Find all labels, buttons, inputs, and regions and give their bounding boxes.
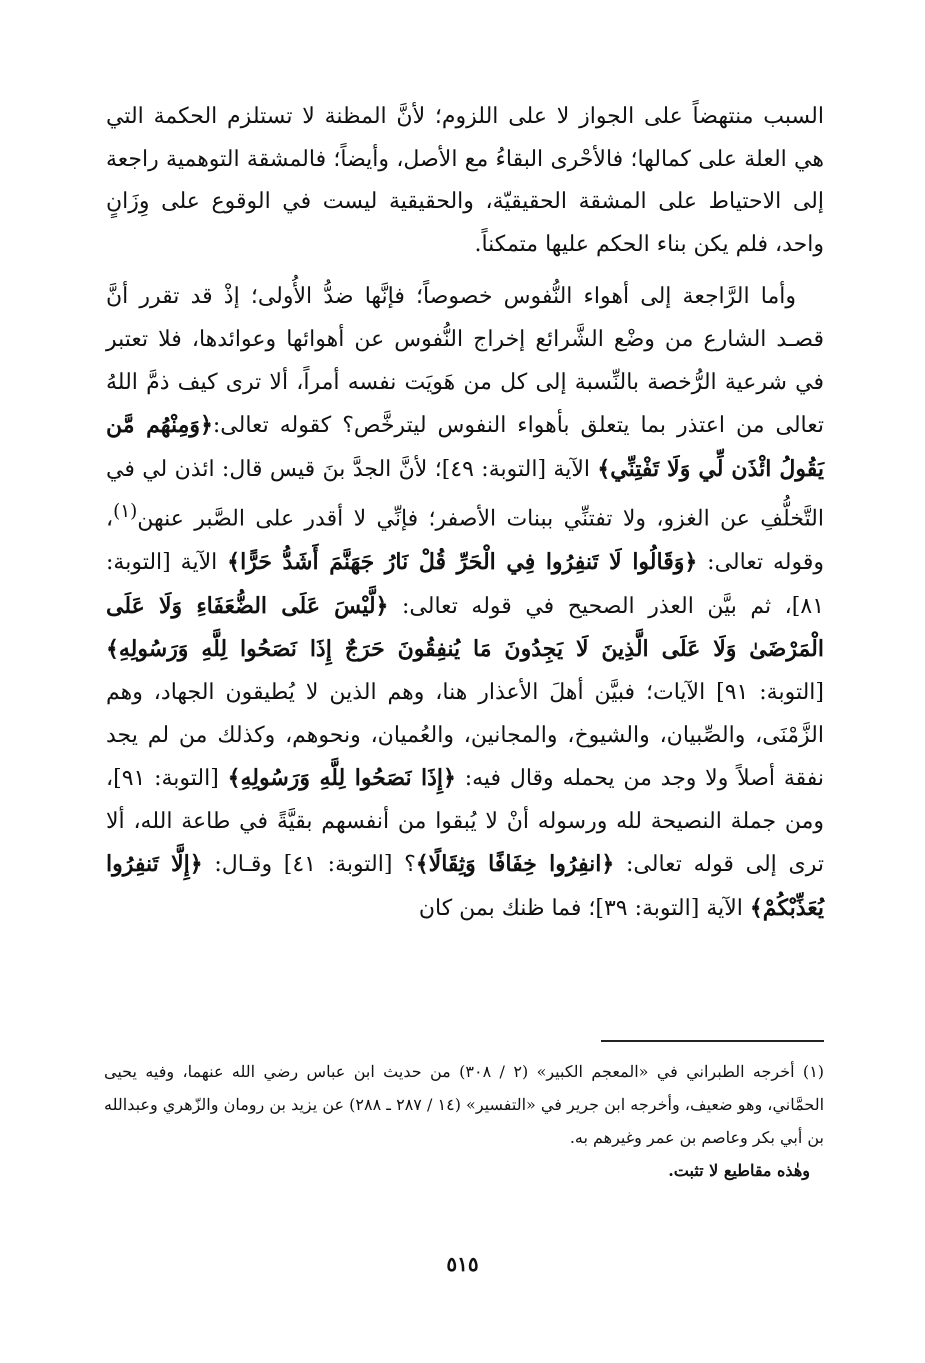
paragraph-2-text-e: [التوبة: ٩١] الآيات؛ فبيَّن أهلَ الأعذار هنا، وهم الذين لا يُطيقون الجهاد، وهم الزَّمْنَى، والصِّبيان، والشيوخ، والمجانين، والعُميان، ونحوهم، وكذلك من لم يجد نفقة أصلاً ولا وجد من يحمله وقال فيه: [106, 680, 824, 792]
quran-verse-2: ﴿وَقَالُوا لَا تَنفِرُوا فِي الْحَرِّ قُلْ نَارُ جَهَنَّمَ أَشَدُّ حَرًّا﴾ [227, 549, 698, 576]
footnote-1: (١) أخرجه الطبراني في «المعجم الكبير» (٢ / ٣٠٨) من حديث ابن عباس رضي الله عنهما، وفيه يحيى الحمَّاني، وهو ضعيف، وأخرجه ابن جرير في «التفسير» (١٤ / ٢٨٧ ـ ٢٨٨) عن يزيد بن رومان والزّهري وعبدالله بن أبي بكر وعاصم بن عمر وغيرهم به. [104, 1062, 825, 1147]
paragraph-2-text-f: [التوبة: ٩١]، ومن جملة النصيحة لله ورسوله أنْ لا يُبقوا من أنفسهم بقيَّةً في طاعة الله، ألا ترى إلى قوله تعالى: [106, 766, 824, 878]
paragraph-2-text-d: الآية [التوبة: ٨١]، ثم بيَّن العذر الصحيح في قوله تعالى: [106, 550, 825, 619]
footnote-reference-1[interactable]: (١) [113, 501, 138, 523]
paragraph-2-text-h: الآية [التوبة: ٣٩]؛ فما ظنك بمن كان [418, 896, 750, 922]
paragraph-2-text-b: الآية [التوبة: ٤٩]؛ لأنَّ الجدَّ بنَ قيس قال: ائذن لي في التَّخلُّفِ عن الغزو، ولا تفتنِّي ببنات الأصفر؛ فإنِّي لا أقدر على الصَّبر عنهن [106, 456, 824, 532]
quran-verse-4: ﴿إِذَا نَصَحُوا لِلَّهِ وَرَسُولِهِ﴾ [227, 765, 456, 792]
footnote-separator [601, 1040, 824, 1042]
paragraph-1-text: السبب منتهضاً على الجواز لا على اللزوم؛ لأنَّ المظنة لا تستلزم الحكمة التي هي العلة على كمالها؛ فالأحْرى البقاءُ مع الأصل، وأيضاً؛ فالمشقة التوهمية راجعة إلى الاحتياط على المشقة الحقيقيّة، والحقيقية ليست في الوقوع على وِزَانٍ واحد، فلم يكن بناء الحكم عليها متمكناً. [106, 104, 824, 257]
paragraph-2 [106, 276, 824, 930]
paragraph-2-text-g: ؟ [التوبة: ٤١] وقـال: [202, 852, 416, 878]
paragraph-2-text-a: وأما الرَّاجعة إلى أهواء النُّفوس خصوصاً؛ فإنَّها ضدُّ الأُولى؛ إذْ قد تقرر أنَّ قصـد الشارع من وضْع الشَّرائع إخراج النُّفوس عن أهوائها وعوائدها، فلا تعتبر في شرعية الرُّخصة بالنِّسبة إلى كل من هَويَت نفسه أمراً، ألا ترى كيف ذمَّ اللهُ تعالى من اعتذر بما يتعلق بأهواء النفوس ليترخَّص؟ كقوله تعالى: [106, 284, 824, 439]
footnote-1-remark: وهٰذه مقاطيع لا تثبت. [668, 1161, 810, 1180]
quran-verse-6: ﴿إِلَّا تَنفِرُوا يُعَذِّبْكُمْ﴾ [106, 851, 824, 922]
main-text [106, 96, 824, 931]
quran-verse-5: ﴿انفِرُوا خِفَافًا وَثِقَالًا﴾ [415, 851, 615, 878]
page-number: ٥١٥ [446, 1252, 479, 1276]
footnotes [104, 1055, 824, 1187]
paragraph-1 [106, 96, 824, 266]
quran-verse-1: ﴿وَمِنْهُم مَّن يَقُولُ ائْذَن لِّي وَلَا تَفْتِنِّي﴾ [106, 412, 824, 482]
quran-verse-3: ﴿لَّيْسَ عَلَى الضُّعَفَاءِ وَلَا عَلَى الْمَرْضَىٰ وَلَا عَلَى الَّذِينَ لَا يَجِدُونَ مَا يُنفِقُونَ حَرَجٌ إِذَا نَصَحُوا لِلَّهِ وَرَسُولِهِ﴾ [106, 592, 824, 663]
paragraph-2-text-c: ، وقوله تعالى: [106, 506, 825, 576]
